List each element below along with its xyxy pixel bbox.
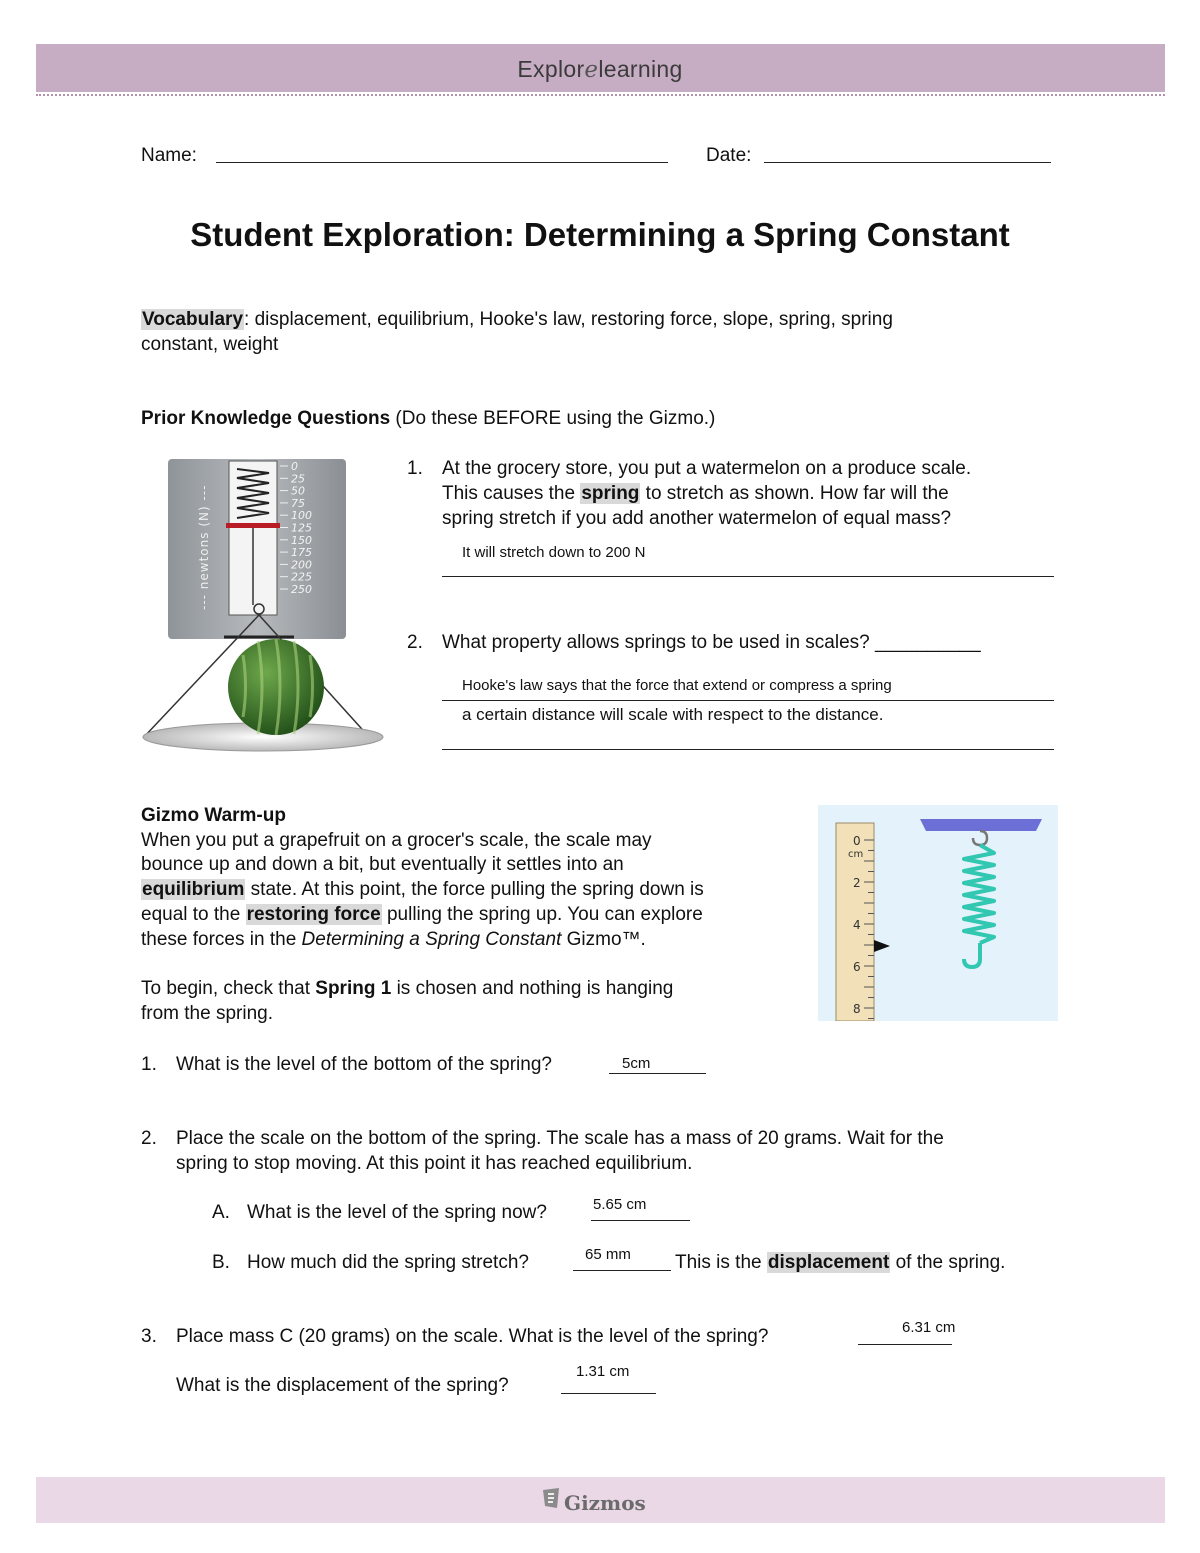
warmup-line-3: equilibrium state. At this point, the force pulling the spring down is bbox=[142, 879, 704, 900]
ruler-unit: cm bbox=[848, 849, 864, 860]
prior-q2-text: What property allows springs to be used in scales? __________ bbox=[442, 632, 981, 653]
watermelon-scale-figure bbox=[138, 455, 390, 755]
q3-sub-text: What is the displacement of the spring? bbox=[176, 1375, 509, 1396]
warmup-line-2: bounce up and down a bit, but eventually it settles into an bbox=[141, 854, 624, 875]
q1-number: 1. bbox=[141, 1054, 157, 1075]
prior-q2-line-2 bbox=[442, 749, 1054, 750]
scale-tick-label: 25 bbox=[291, 472, 305, 486]
vocabulary-line-1: Vocabulary: displacement, equilibrium, Hooke's law, restoring force, slope, spring, spring bbox=[142, 309, 893, 330]
q2-number: 2. bbox=[141, 1128, 157, 1149]
scale-tick-label: 250 bbox=[291, 583, 312, 596]
prior-q2-answer-line-2[interactable]: a certain distance will scale with respect to the distance. bbox=[462, 705, 884, 724]
prior-q1-line-1: At the grocery store, you put a watermelon on a produce scale. bbox=[442, 458, 972, 479]
ruler-label: 2 bbox=[853, 876, 861, 890]
q2b-answer[interactable]: 65 mm bbox=[585, 1246, 631, 1263]
prior-knowledge-heading: Prior Knowledge Questions (Do these BEFORE using the Gizmo.) bbox=[141, 408, 716, 429]
spring-mount bbox=[920, 819, 1042, 831]
scale-tick-label: 75 bbox=[291, 496, 305, 510]
q2-line-2: spring to stop moving. At this point it has reached equilibrium. bbox=[176, 1153, 693, 1174]
scale-tick-label: 100 bbox=[291, 509, 312, 523]
q2b-text: How much did the spring stretch? bbox=[247, 1252, 529, 1273]
q1-text: What is the level of the bottom of the spring? bbox=[176, 1054, 552, 1075]
q2-line-1: Place the scale on the bottom of the spring. The scale has a mass of 20 grams. Wait for the bbox=[176, 1128, 944, 1149]
q3-text: Place mass C (20 grams) on the scale. What is the level of the spring? bbox=[176, 1326, 769, 1347]
spring-ruler-figure bbox=[818, 805, 1058, 1021]
scale-tick-label: 125 bbox=[291, 521, 312, 535]
q2a-text: What is the level of the spring now? bbox=[247, 1202, 547, 1223]
restoring-force-term: restoring force bbox=[246, 904, 381, 925]
spring-term: spring bbox=[581, 483, 640, 504]
warmup-line-6: To begin, check that Spring 1 is chosen and nothing is hanging bbox=[141, 978, 674, 999]
name-field[interactable] bbox=[216, 162, 668, 163]
warmup-line-1: When you put a grapefruit on a grocer's scale, the scale may bbox=[141, 830, 652, 851]
q3-number: 3. bbox=[141, 1326, 157, 1347]
prior-q1-answer[interactable]: It will stretch down to 200 N bbox=[462, 544, 646, 561]
date-field[interactable] bbox=[764, 162, 1051, 163]
prior-q1-number: 1. bbox=[407, 458, 423, 479]
warmup-line-7: from the spring. bbox=[141, 1003, 273, 1024]
gizmos-icon bbox=[540, 1486, 562, 1515]
warmup-heading: Gizmo Warm-up bbox=[141, 805, 286, 826]
prior-q1-line-2: This causes the spring to stretch as shown. How far will the bbox=[442, 483, 949, 504]
q1-answer-line bbox=[609, 1073, 706, 1074]
q3-answer[interactable]: 6.31 cm bbox=[902, 1319, 956, 1336]
scale-tick-label: 0 bbox=[291, 460, 298, 473]
ruler-label: 0 bbox=[853, 834, 861, 848]
ruler-label: 8 bbox=[853, 1002, 861, 1016]
name-label: Name: bbox=[141, 145, 197, 166]
q3-sub-answer-line bbox=[561, 1393, 656, 1394]
displacement-term: displacement bbox=[767, 1252, 890, 1273]
prior-q1-answer-line bbox=[442, 576, 1054, 577]
gizmos-logo: Gizmos bbox=[540, 1486, 646, 1515]
q2a-answer[interactable]: 5.65 cm bbox=[593, 1196, 647, 1213]
newtons-label: --- newtons (N) --- bbox=[197, 484, 211, 610]
explorelearning-logo: Explorelearning bbox=[517, 56, 683, 83]
scale-tick-label: 50 bbox=[291, 484, 305, 498]
page-title: Student Exploration: Determining a Spring Constant bbox=[190, 216, 1010, 253]
warmup-line-5: these forces in the Determining a Spring Constant Gizmo™. bbox=[141, 929, 646, 950]
ruler-label: 6 bbox=[853, 960, 861, 974]
scale-tick-label: 175 bbox=[291, 546, 312, 560]
scale-tick-label: 225 bbox=[291, 570, 312, 584]
scale-tick-label: 200 bbox=[291, 558, 312, 572]
scale-indicator bbox=[226, 523, 280, 528]
equilibrium-term: equilibrium bbox=[142, 879, 245, 900]
q2b-tail: This is the displacement of the spring. bbox=[675, 1252, 1006, 1273]
header-divider bbox=[36, 90, 1165, 96]
prior-q2-line-1 bbox=[442, 700, 1054, 701]
vocabulary-label: Vocabulary bbox=[142, 309, 244, 330]
q3-answer-line bbox=[858, 1344, 952, 1345]
prior-q2-answer-line-1[interactable]: Hooke's law says that the force that extend or compress a spring bbox=[462, 677, 892, 694]
q1-answer[interactable]: 5cm bbox=[622, 1055, 651, 1072]
q2a-label: A. bbox=[212, 1202, 230, 1223]
q3-sub-answer[interactable]: 1.31 cm bbox=[576, 1363, 630, 1380]
q2b-answer-line bbox=[573, 1270, 671, 1271]
prior-q2-number: 2. bbox=[407, 632, 423, 653]
watermelon bbox=[228, 639, 324, 735]
vocabulary-line-2: constant, weight bbox=[141, 334, 279, 355]
prior-q1-line-3: spring stretch if you add another watermelon of equal mass? bbox=[442, 508, 952, 529]
q2b-label: B. bbox=[212, 1252, 230, 1273]
date-label: Date: bbox=[706, 145, 752, 166]
ruler-label: 4 bbox=[853, 918, 861, 932]
warmup-line-4: equal to the restoring force pulling the spring up. You can explore bbox=[141, 904, 703, 925]
scale-tick-label: 150 bbox=[291, 533, 312, 547]
q2a-answer-line bbox=[591, 1220, 690, 1221]
